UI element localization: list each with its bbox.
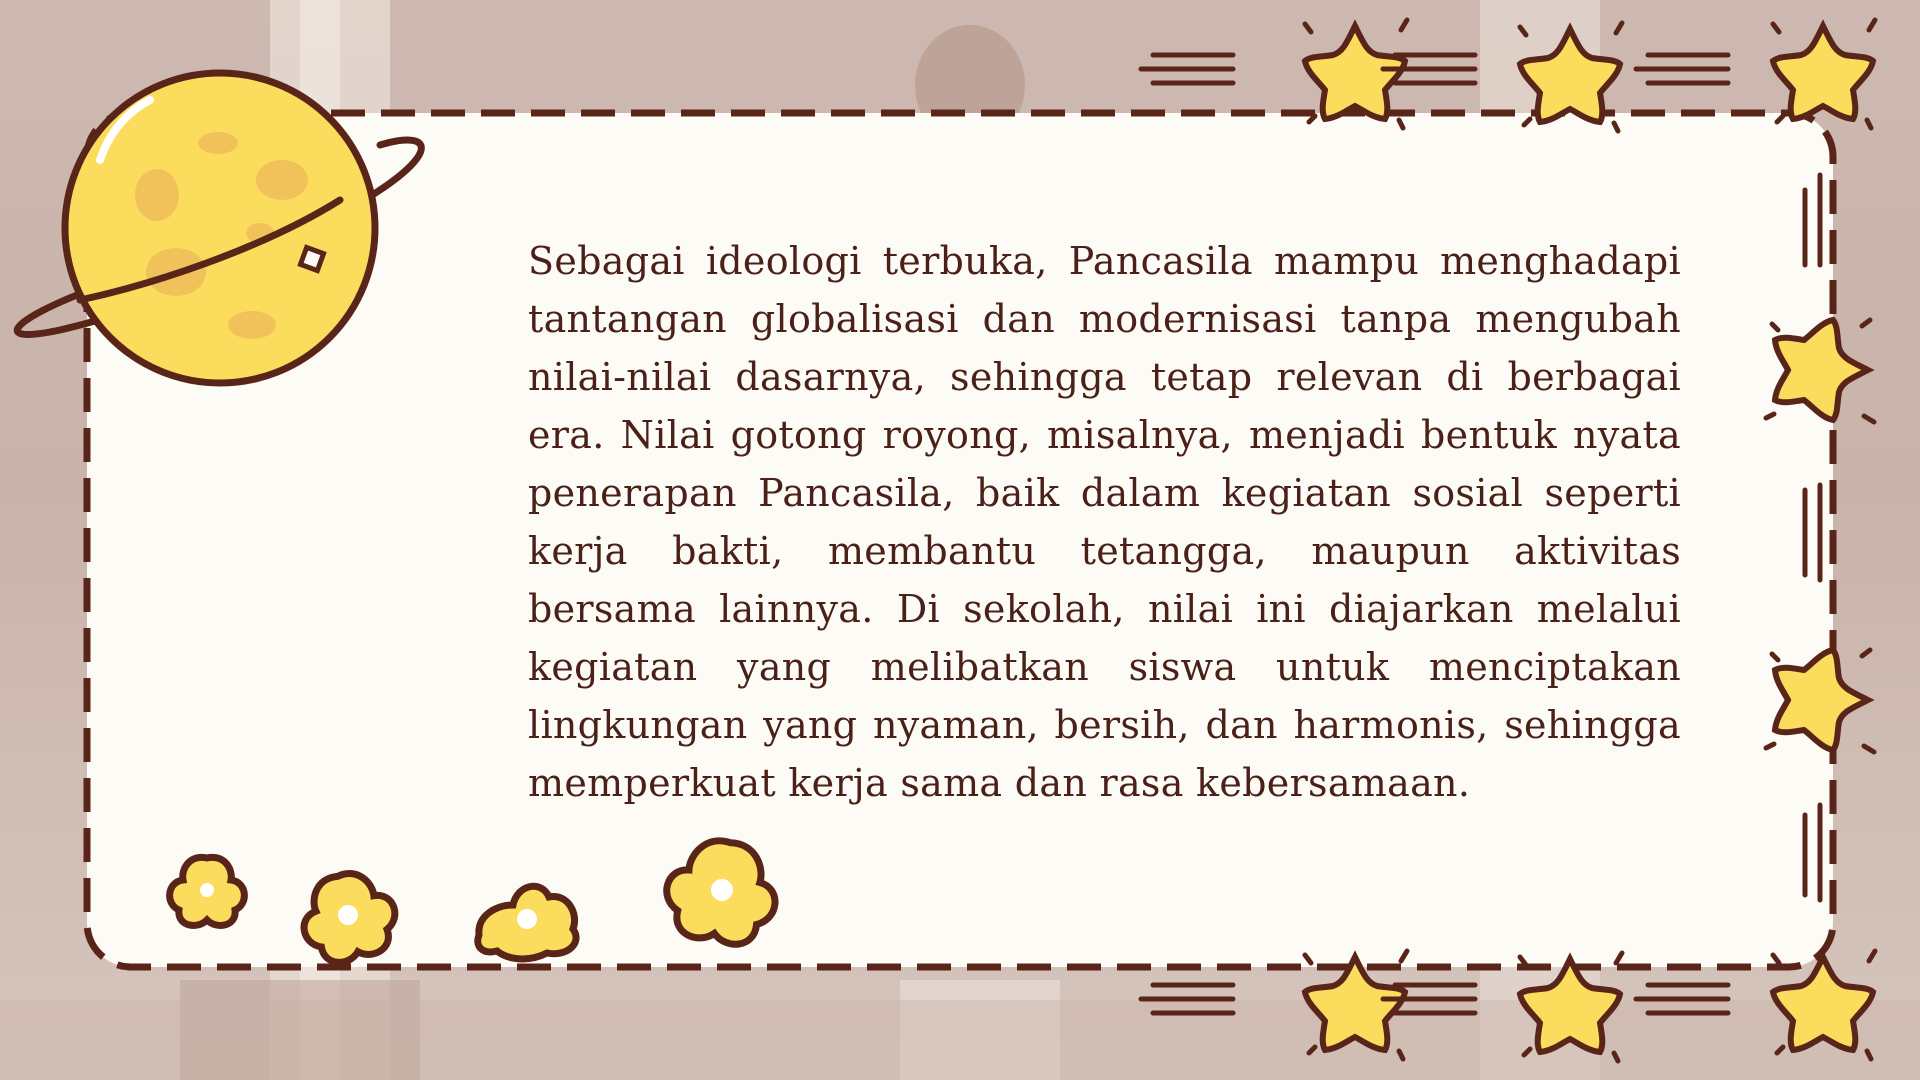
body-paragraph: Sebagai ideologi terbuka, Pancasila mampu menghadapi tantangan globalisasi dan modernisasi tanpa mengubah nilai-nilai dasarnya, sehingga tetap relevan di berbagai era. Nilai gotong royong, misalnya, menjadi bentuk nyata penerapan Pancasila, baik dalam kegiatan sosial seperti kerja bakti, membantu tetangga, maupun aktivitas bersama lainnya. Di sekolah, nilai ini diajarkan melalui kegiatan yang melibatkan siswa untuk menciptakan lingkungan yang nyaman, bersih, dan harmonis, sehingga memperkuat kerja sama dan rasa kebersamaan. [528, 239, 1681, 805]
